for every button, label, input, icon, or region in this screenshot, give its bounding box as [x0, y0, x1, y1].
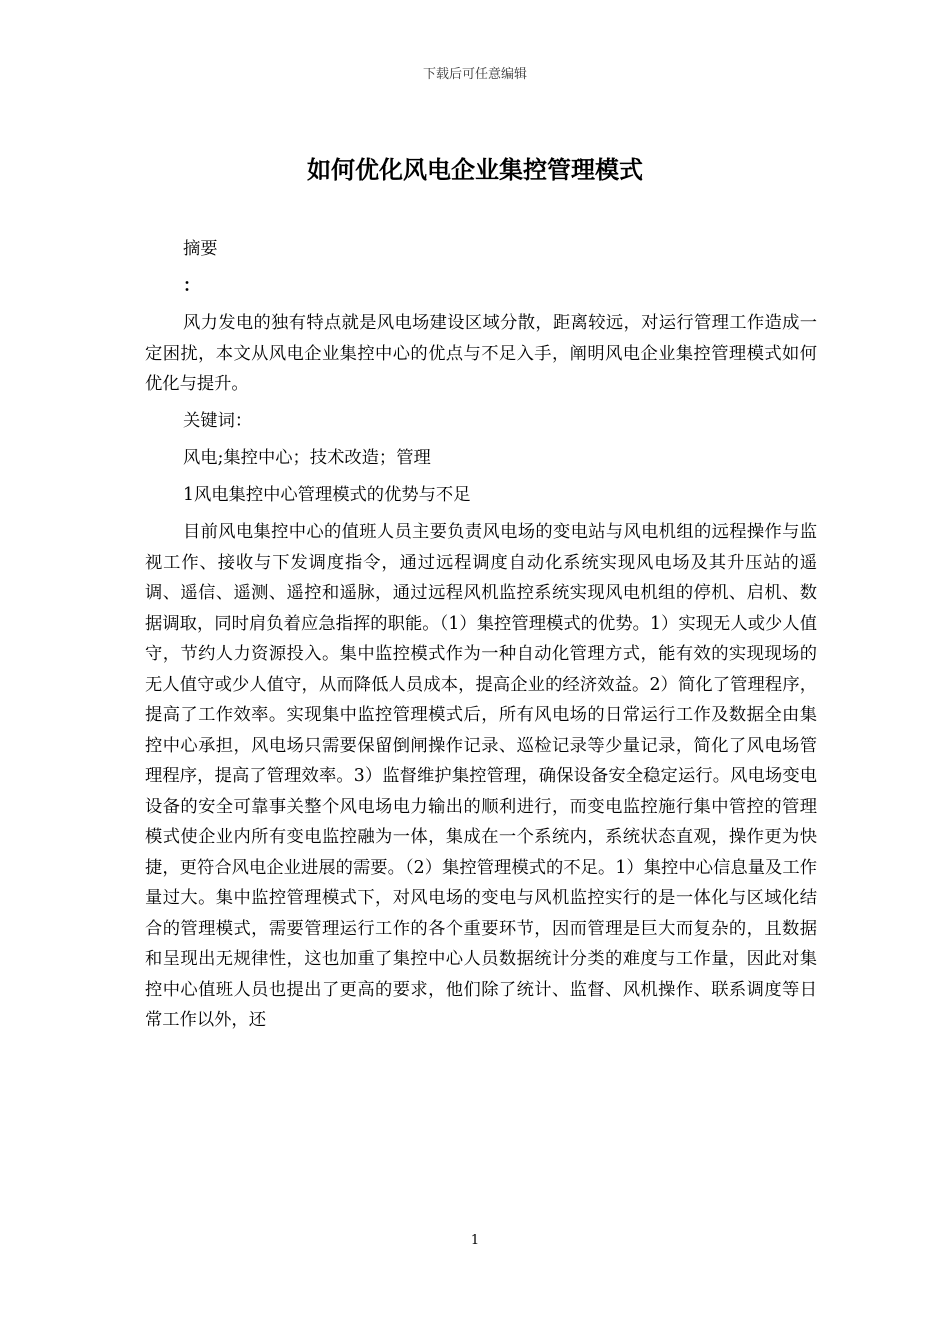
document-body: [145, 234, 817, 1042]
section-body: 目前风电集控中心的值班人员主要负责风电场的变电站与风电机组的远程操作与监视工作、接收与下发调度指令，通过远程调度自动化系统实现风电场及其升压站的遥调、遥信、遥测、遥控和遥脉，通过远程风机监控系统实现风电机组的停机、启机、数据调取，同时肩负着应急指挥的职能。（1）集控管理模式的优势。1）实现无人或少人值守，节约人力资源投入。集中监控模式作为一种自动化管理方式，能有效的实现现场的无人值守或少人值守，从而降低人员成本，提高企业的经济效益。2）简化了管理程序，提高了工作效率。实现集中监控管理模式后，所有风电场的日常运行工作及数据全由集控中心承担，风电场只需要保留倒闸操作记录、巡检记录等少量记录，简化了风电场管理程序，提高了管理效率。3）监督维护集控管理，确保设备安全稳定运行。风电场变电设备的安全可靠事关整个风电场电力输出的顺利进行，而变电监控施行集中管控的管理模式使企业内所有变电监控融为一体，集成在一个系统内，系统状态直观，操作更为快捷，更符合风电企业进展的需要。（2）集控管理模式的不足。1）集控中心信息量及工作量过大。集中监控管理模式下，对风电场的变电与风机监控实行的是一体化与区域化结合的管理模式，需要管理运行工作的各个重要环节，因而管理是巨大而复杂的，且数据和呈现出无规律性，这也加重了集控中心人员数据统计分类的难度与工作量，因此对集控中心值班人员也提出了更高的要求，他们除了统计、监督、风机操作、联系调度等日常工作以外，还: [145, 522, 817, 1030]
page-number: 1: [470, 1233, 480, 1248]
abstract-label: 摘要: [183, 239, 218, 259]
abstract-text: 风力发电的独有特点就是风电场建设区域分散，距离较远，对运行管理工作造成一定困扰，本文从风电企业集控中心的优点与不足入手，阐明风电企业集控管理模式如何优化与提升。: [145, 313, 817, 394]
keywords-text: 风电;集控中心；技术改造；管理: [183, 448, 431, 468]
keywords-label: 关键词：: [183, 411, 253, 431]
abstract-colon: ：: [183, 276, 201, 296]
section-heading: 1风电集控中心管理模式的优势与不足: [183, 485, 471, 505]
document-title: 如何优化风电企业集控管理模式: [307, 155, 643, 184]
page-header-note: 下载后可任意编辑: [422, 67, 527, 82]
